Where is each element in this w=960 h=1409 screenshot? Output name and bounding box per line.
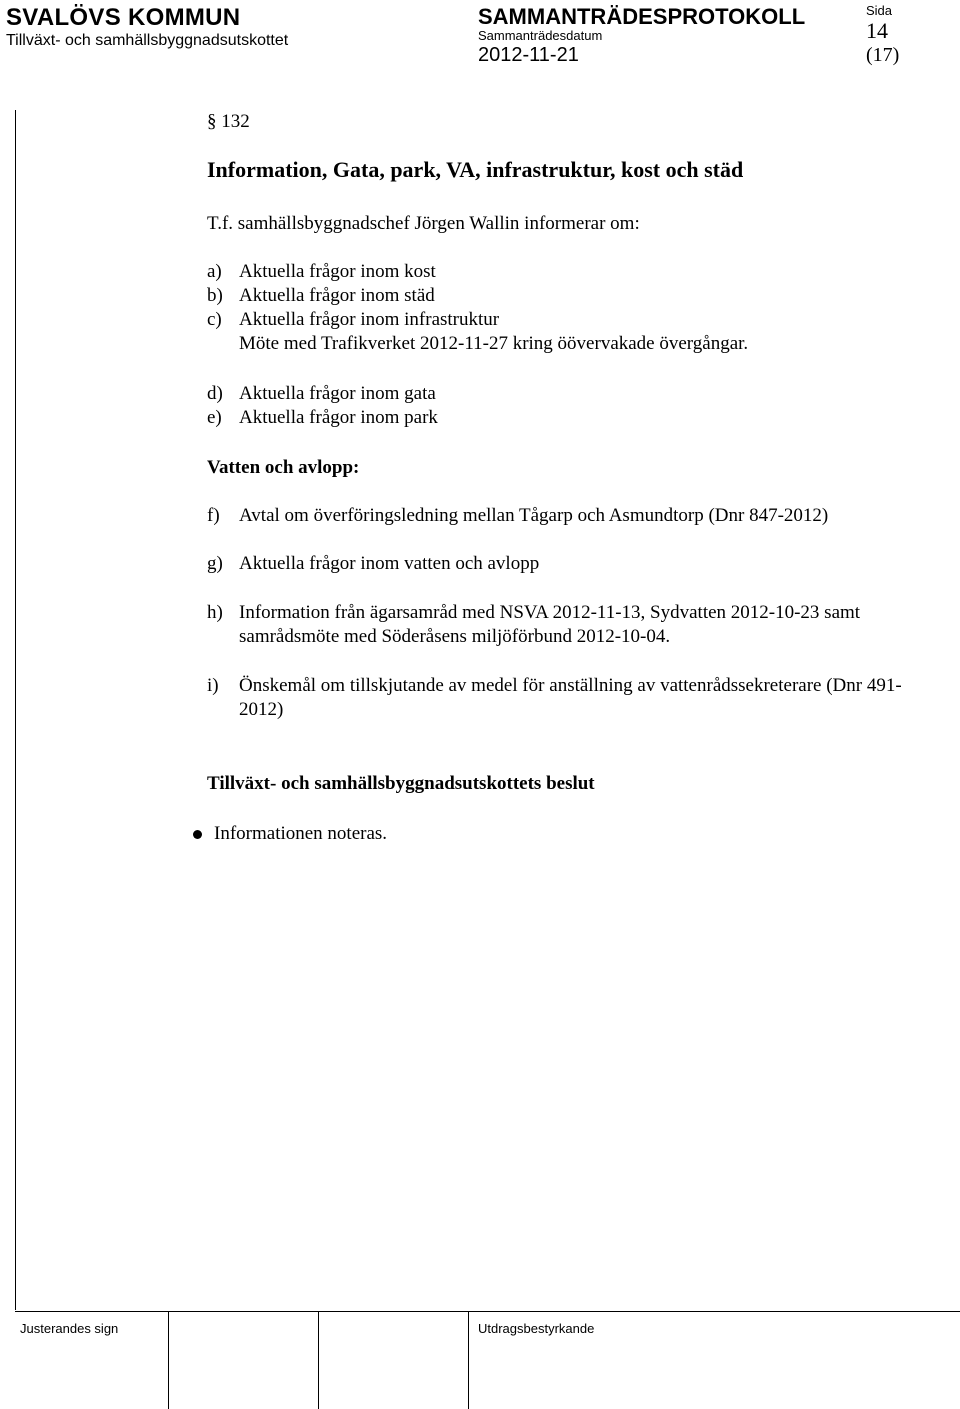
list-item-label: f) [207,505,220,526]
page-number: 14 [866,18,888,43]
list-item [207,284,435,308]
justerandes-sign-label: Justerandes sign [20,1321,119,1336]
list-item-label: b) [207,285,223,306]
footer-divider [168,1311,169,1409]
meeting-date: 2012-11-21 [478,44,579,66]
intro-text: T.f. samhällsbyggnadschef Jörgen Wallin informerar om: [207,213,640,234]
list-item-text: Aktuella frågor inom park [239,407,438,428]
list-item-text: Önskemål om tillskjutande av medel för anställning av vattenrådssekreterare (Dnr 491-2012) [239,675,902,720]
meeting-date-label: Sammanträdesdatum [478,28,603,43]
list-item-label: g) [207,553,223,574]
page-total: (17) [866,44,900,66]
list-item-text: Aktuella frågor inom gata [239,383,436,404]
sub-heading: Vatten och avlopp: [207,457,360,478]
list-item-text: Aktuella frågor inom städ [239,285,435,306]
list-item [207,308,499,332]
list-item [207,601,907,649]
footer-rule [15,1311,960,1312]
decision-title: Tillväxt- och samhällsbyggnadsutskottets beslut [207,773,595,794]
paragraph-number: § 132 [207,111,250,132]
list-item-text: Information från ägarsamråd med NSVA 2012-11-13, Sydvatten 2012-10-23 samt samrådsmöte med Söderåsens miljöförbund 2012-10-04. [239,602,861,647]
list-item [207,260,436,284]
organization-unit: Tillväxt- och samhällsbyggnadsutskottet [6,32,289,49]
page-label: Sida [866,3,893,18]
list-item [207,382,436,406]
footer-divider [318,1311,319,1409]
list-item [207,406,438,430]
list-item-text: Aktuella frågor inom infrastruktur [239,309,500,330]
list-item-label: e) [207,407,222,428]
left-margin-line [15,110,16,1310]
list-item-label: h) [207,602,223,623]
list-item-text: Aktuella frågor inom kost [239,261,436,282]
document-type: SAMMANTRÄDESPROTOKOLL [478,4,806,29]
footer-divider [468,1311,469,1409]
decision-text: Informationen noteras. [214,823,388,844]
utdragsbestyrkande-label: Utdragsbestyrkande [478,1321,595,1336]
list-item-text: Aktuella frågor inom vatten och avlopp [239,553,540,574]
decision-item [193,822,387,846]
section-title: Information, Gata, park, VA, infrastruktur, kost och städ [207,157,744,182]
list-item-label: i) [207,675,219,696]
list-item-label: d) [207,383,223,404]
list-item-text: Avtal om överföringsledning mellan Tågarp och Asmundtorp (Dnr 847-2012) [239,505,829,526]
list-item [207,552,539,576]
list-item-label: a) [207,261,222,282]
list-item [207,504,828,528]
list-item-label: c) [207,309,222,330]
bullet-icon [193,830,202,839]
list-item [207,674,907,722]
list-item-detail-text: Möte med Trafikverket 2012-11-27 kring öövervakade övergångar. [239,333,749,354]
organization-name: SVALÖVS KOMMUN [6,4,241,31]
list-item-detail [239,332,748,356]
